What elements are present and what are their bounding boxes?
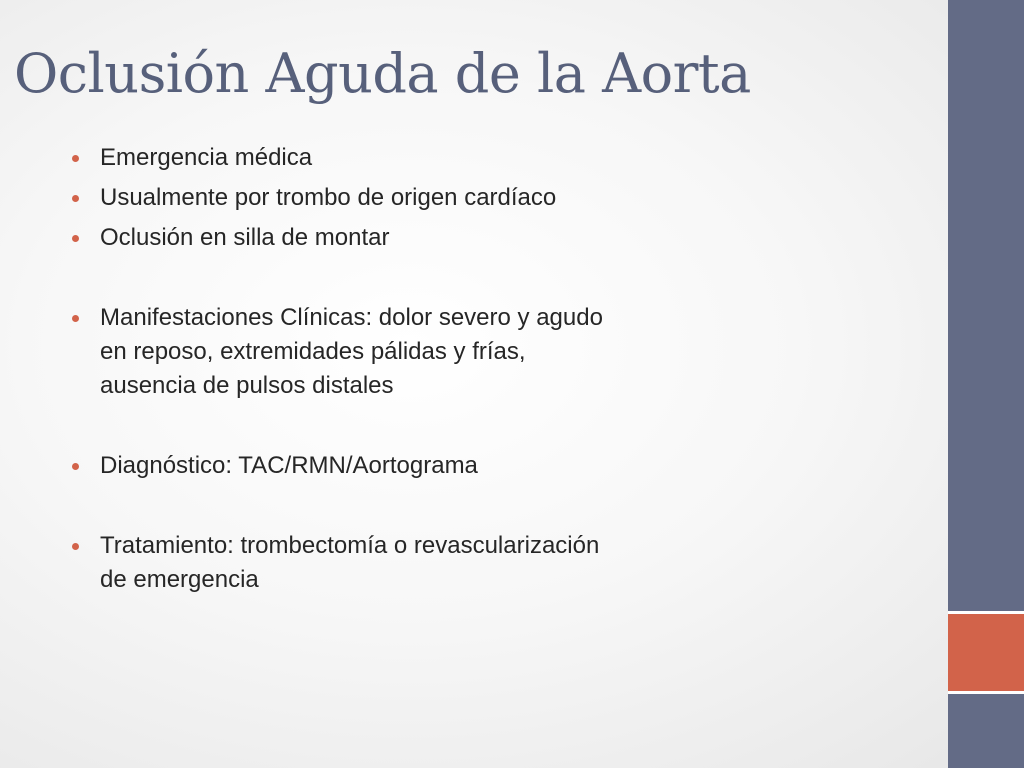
bullet-dot-icon xyxy=(72,543,79,550)
bullet-text: Tratamiento: trombectomía o revascularización de emergencia xyxy=(100,532,600,593)
bullet-text: Emergencia médica xyxy=(100,144,313,171)
bullet-item xyxy=(72,221,612,255)
bullet-text: Usualmente por trombo de origen cardíaco xyxy=(100,184,557,211)
bullet-item xyxy=(72,141,612,175)
bullet-dot-icon xyxy=(72,315,79,322)
bullet-dot-icon xyxy=(72,463,79,470)
bullet-item xyxy=(72,529,612,597)
bullet-list xyxy=(72,141,612,597)
bullet-text: Oclusión en silla de montar xyxy=(100,224,390,251)
bullet-dot-icon xyxy=(72,195,79,202)
bullet-dot-icon xyxy=(72,155,79,162)
bullet-item xyxy=(72,301,612,403)
side-divider-bottom xyxy=(948,691,1024,694)
bullet-dot-icon xyxy=(72,235,79,242)
side-accent-block xyxy=(948,614,1024,691)
bullet-item xyxy=(72,181,612,215)
bullet-text: Diagnóstico: TAC/RMN/Aortograma xyxy=(100,452,478,479)
bullet-text: Manifestaciones Clínicas: dolor severo y agudo en reposo, extremidades pálidas y frías, ausencia de pulsos distales xyxy=(100,304,603,399)
bullet-item xyxy=(72,449,612,483)
slide-title: Oclusión Aguda de la Aorta xyxy=(14,42,751,105)
